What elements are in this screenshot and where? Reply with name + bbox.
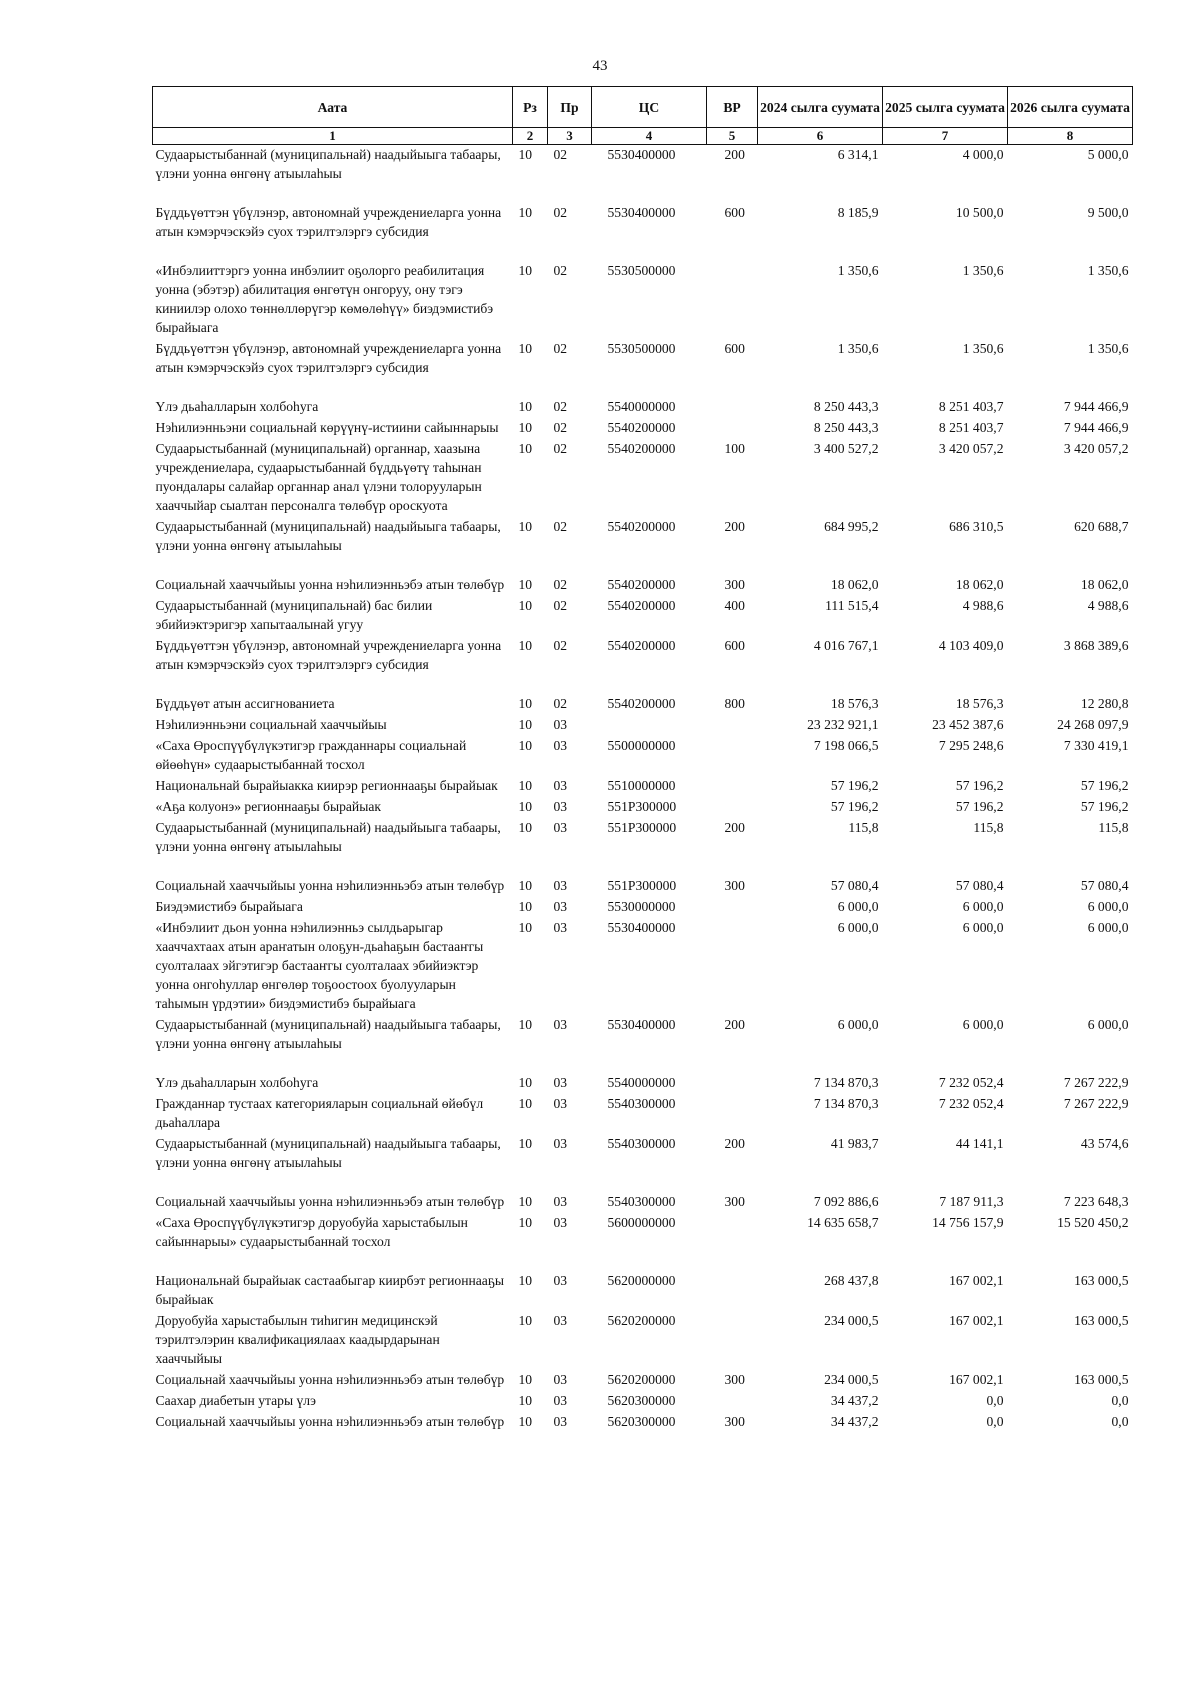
- row-amount-2026: 4 988,6: [1087, 598, 1129, 613]
- row-amount-2026: 7 944 466,9: [1063, 399, 1129, 414]
- row-cs: 5540200000: [607, 638, 676, 653]
- row-name: Судаарыстыбаннай (муниципальнай) наадыйыыга табаары, үлэни уонна өнгөнү атыылаһыы: [155, 1136, 501, 1170]
- row-name: Нэһилиэнньэни социальнай хааччыйыы: [155, 717, 387, 732]
- header-number: 5: [707, 128, 758, 145]
- row-amount-2026: 57 196,2: [1080, 778, 1129, 793]
- row-amount-2026: 163 000,5: [1074, 1273, 1129, 1288]
- row-amount-2025: 0,0: [986, 1393, 1004, 1408]
- row-rz: 10: [518, 1273, 533, 1288]
- row-amount-2026: 7 944 466,9: [1063, 420, 1129, 435]
- row-amount-2025: 686 310,5: [949, 519, 1004, 534]
- row-amount-2024: 115,8: [848, 820, 879, 835]
- row-amount-2024: 41 983,7: [830, 1136, 879, 1151]
- row-vr: [707, 776, 758, 797]
- table-row: [153, 596, 1133, 636]
- row-amount-2025: 8 251 403,7: [938, 420, 1004, 435]
- row-amount-2025: 6 000,0: [962, 1017, 1004, 1032]
- row-rz: 10: [518, 147, 533, 162]
- row-amount-2026: 6 000,0: [1087, 1017, 1129, 1032]
- row-vr: [707, 797, 758, 818]
- row-cs: 551P300000: [607, 820, 677, 835]
- row-amount-2025: 14 756 157,9: [932, 1215, 1004, 1230]
- page-number: 43: [592, 58, 608, 74]
- row-amount-2026: 15 520 450,2: [1057, 1215, 1129, 1230]
- row-name: Судаарыстыбаннай (муниципальнай) бас билии эбийиэктэригэр хапытаалынай угуу: [155, 598, 433, 632]
- header-2025: 2025 сылга суумата: [883, 87, 1008, 128]
- row-amount-2025: 23 452 387,6: [932, 717, 1004, 732]
- row-amount-2024: 268 437,8: [824, 1273, 879, 1288]
- row-name: Үлэ дьаһалларын холбоһуга: [155, 399, 319, 414]
- row-name: Бүддьүөттэн үбүлэнэр, автономнай учреждениеларга уонна атын кэмэрчэскэйэ суох тэрилтэлэргэ субсидия: [155, 341, 502, 375]
- row-amount-2025: 4 103 409,0: [938, 638, 1004, 653]
- table-row: [153, 776, 1133, 797]
- row-amount-2026: 3 420 057,2: [1063, 441, 1129, 456]
- row-name: Национальнай бырайыак састаабыгар киирбэт регионнааҕы бырайыак: [155, 1273, 504, 1307]
- table-row: [153, 1271, 1133, 1311]
- row-rz: 10: [518, 1393, 533, 1408]
- row-name: «Саха Өроспүүбүлүкэтигэр гражданнары социальнай өйөөһүн» судаарыстыбаннай тосхол: [155, 738, 467, 772]
- row-name: Судаарыстыбаннай (муниципальнай) органнар, хаазына учреждениелара, судаарыстыбаннай бүддьүөтү таһынан пуондалары салайар органнар анал үлэни толорууларын хааччыйар сыалтан персоналга төлөбүр ороскуота: [155, 441, 482, 513]
- row-pr: 03: [553, 717, 568, 732]
- row-vr: 600: [724, 341, 745, 356]
- row-rz: 10: [518, 441, 533, 456]
- row-name: Национальнай бырайыакка киирэр регионнааҕы бырайыак: [155, 778, 498, 793]
- row-cs: 5620000000: [607, 1273, 676, 1288]
- row-rz: 10: [518, 878, 533, 893]
- row-rz: 10: [518, 820, 533, 835]
- row-amount-2026: 12 280,8: [1080, 696, 1129, 711]
- row-amount-2025: 0,0: [986, 1414, 1004, 1429]
- row-name: Судаарыстыбаннай (муниципальнай) наадыйыыга табаары, үлэни уонна өнгөнү атыылаһыы: [155, 820, 501, 854]
- table-row: [153, 918, 1133, 1015]
- row-amount-2025: 57 080,4: [955, 878, 1004, 893]
- row-amount-2025: 115,8: [973, 820, 1004, 835]
- row-pr: 03: [553, 738, 568, 753]
- row-pr: 02: [553, 638, 568, 653]
- table-row: [153, 261, 1133, 339]
- row-amount-2025: 6 000,0: [962, 920, 1004, 935]
- row-pr: 03: [553, 1136, 568, 1151]
- row-cs: 5620200000: [607, 1313, 676, 1328]
- row-pr: 03: [553, 920, 568, 935]
- row-name: Саахар диабетын утары үлэ: [155, 1393, 316, 1408]
- row-amount-2025: 10 500,0: [955, 205, 1004, 220]
- table-row: [153, 575, 1133, 596]
- row-pr: 03: [553, 778, 568, 793]
- table-row: [153, 736, 1133, 776]
- row-amount-2026: 6 000,0: [1087, 899, 1129, 914]
- row-cs: 551P300000: [607, 799, 677, 814]
- row-vr: [707, 1094, 758, 1134]
- row-amount-2026: 163 000,5: [1074, 1372, 1129, 1387]
- header-2026: 2026 сылга суумата: [1008, 87, 1133, 128]
- budget-table: [152, 86, 1133, 1433]
- row-amount-2024: 7 198 066,5: [813, 738, 879, 753]
- row-rz: 10: [518, 1313, 533, 1328]
- header-number: 7: [883, 128, 1008, 145]
- row-amount-2026: 24 268 097,9: [1057, 717, 1129, 732]
- row-rz: 10: [518, 399, 533, 414]
- table-body: [153, 145, 1133, 1434]
- row-cs: 5540000000: [607, 1075, 676, 1090]
- row-vr: [707, 1311, 758, 1370]
- row-amount-2024: 8 250 443,3: [813, 399, 879, 414]
- row-vr: 600: [724, 205, 745, 220]
- table-row: [153, 876, 1133, 897]
- row-name: Бүддьүөттэн үбүлэнэр, автономнай учреждениеларга уонна атын кэмэрчэскэйэ суох тэрилтэлэргэ субсидия: [155, 205, 502, 239]
- row-name: Доруобуйа харыстабылын тиһигин медицинскэй тэрилтэлэрин квалификациялаах каадырдарынан хааччыйыы: [155, 1313, 440, 1366]
- row-vr: 300: [724, 1372, 745, 1387]
- header-number: 1: [153, 128, 513, 145]
- table-row: [153, 418, 1133, 439]
- row-amount-2025: 57 196,2: [955, 778, 1004, 793]
- table-row: [153, 1073, 1133, 1094]
- row-rz: 10: [518, 920, 533, 935]
- row-rz: 10: [518, 577, 533, 592]
- row-rz: 10: [518, 738, 533, 753]
- row-cs: [592, 715, 707, 736]
- table-row: [153, 797, 1133, 818]
- row-name: Социальнай хааччыйыы уонна нэһилиэнньэбэ атын төлөбүр: [155, 878, 505, 893]
- row-cs: 5540200000: [607, 519, 676, 534]
- row-amount-2025: 18 062,0: [955, 577, 1004, 592]
- row-amount-2026: 620 688,7: [1074, 519, 1129, 534]
- row-pr: 03: [553, 1215, 568, 1230]
- row-rz: 10: [518, 341, 533, 356]
- header-number: 8: [1008, 128, 1133, 145]
- row-rz: 10: [518, 1136, 533, 1151]
- table-row: [153, 1094, 1133, 1134]
- row-rz: 10: [518, 1096, 533, 1111]
- row-amount-2024: 1 350,6: [837, 341, 879, 356]
- row-cs: 5530500000: [607, 341, 676, 356]
- row-amount-2024: 34 437,2: [830, 1414, 879, 1429]
- row-amount-2026: 7 330 419,1: [1063, 738, 1129, 753]
- row-amount-2024: 6 000,0: [837, 899, 879, 914]
- table-row: [153, 694, 1133, 715]
- row-vr: 400: [724, 598, 745, 613]
- row-rz: 10: [518, 1372, 533, 1387]
- row-cs: 5540200000: [607, 420, 676, 435]
- row-amount-2024: 14 635 658,7: [807, 1215, 879, 1230]
- row-rz: 10: [518, 799, 533, 814]
- row-pr: 03: [553, 1194, 568, 1209]
- row-pr: 03: [553, 1075, 568, 1090]
- row-pr: 03: [553, 799, 568, 814]
- row-rz: 10: [518, 1414, 533, 1429]
- row-pr: 03: [553, 1313, 568, 1328]
- table-row: [153, 715, 1133, 736]
- row-vr: 600: [724, 638, 745, 653]
- table-row: [153, 203, 1133, 261]
- row-name: Социальнай хааччыйыы уонна нэһилиэнньэбэ атын төлөбүр: [155, 1194, 505, 1209]
- row-name: Биэдэмистибэ бырайыага: [155, 899, 303, 914]
- header-rz: Рз: [513, 87, 548, 128]
- header-number: 3: [548, 128, 592, 145]
- header-number: 6: [758, 128, 883, 145]
- row-cs: 5510000000: [607, 778, 676, 793]
- row-amount-2024: 6 000,0: [837, 1017, 879, 1032]
- row-vr: 200: [724, 1136, 745, 1151]
- row-pr: 03: [553, 1273, 568, 1288]
- row-vr: 200: [724, 147, 745, 162]
- header-number: 2: [513, 128, 548, 145]
- row-amount-2026: 1 350,6: [1087, 341, 1129, 356]
- row-name: «Инбэлииттэргэ уонна инбэлиит оҕолорго реабилитация уонна (эбэтэр) абилитация өнгөтүн онгоруу, ону тэгэ киниилэр олохо төннөллөрүгэр көмөлөһүү» биэдэмистибэ бырайыага: [155, 263, 494, 335]
- row-pr: 03: [553, 1414, 568, 1429]
- row-rz: 10: [518, 1215, 533, 1230]
- row-cs: 5540200000: [607, 598, 676, 613]
- row-vr: [707, 897, 758, 918]
- row-pr: 02: [553, 519, 568, 534]
- header-2024: 2024 сылга суумата: [758, 87, 883, 128]
- row-amount-2025: 4 988,6: [962, 598, 1004, 613]
- row-name: Бүддьүөттэн үбүлэнэр, автономнай учреждениеларга уонна атын кэмэрчэскэйэ суох тэрилтэлэргэ субсидия: [155, 638, 502, 672]
- row-amount-2025: 6 000,0: [962, 899, 1004, 914]
- row-amount-2024: 8 185,9: [837, 205, 879, 220]
- row-amount-2024: 57 196,2: [830, 778, 879, 793]
- row-name: Судаарыстыбаннай (муниципальнай) наадыйыыга табаары, үлэни уонна өнгөнү атыылаһыы: [155, 519, 501, 553]
- row-name: Социальнай хааччыйыы уонна нэһилиэнньэбэ атын төлөбүр: [155, 1372, 505, 1387]
- row-amount-2026: 7 223 648,3: [1063, 1194, 1129, 1209]
- row-name: Гражданнар тустаах категорияларын социальнай өйөбүл дьаһаллара: [155, 1096, 484, 1130]
- row-amount-2024: 57 080,4: [830, 878, 879, 893]
- row-amount-2024: 234 000,5: [824, 1372, 879, 1387]
- table-row: [153, 1391, 1133, 1412]
- row-name: Үлэ дьаһалларын холбоһуга: [155, 1075, 319, 1090]
- table-row: [153, 1213, 1133, 1271]
- row-vr: [707, 1391, 758, 1412]
- row-name: «Аҕа колуонэ» регионнааҕы бырайыак: [155, 799, 381, 814]
- row-name: «Инбэлиит дьон уонна нэһилиэнньэ сылдьарыгар хааччахтаах атын араҥатын олоҕун-дьаһаҕын бастааҥгы суолталаах эйгэтигэр бастааҥгы суолталаах эбийиэктэр уонна онгоһуллар өнгөлөр тоҕоостоох буолууларын таһымын үрдэтии» биэдэмистибэ бырайыага: [155, 920, 484, 1011]
- row-rz: 10: [518, 1075, 533, 1090]
- table-row: [153, 439, 1133, 517]
- table-row: [153, 636, 1133, 694]
- row-amount-2025: 8 251 403,7: [938, 399, 1004, 414]
- row-amount-2024: 111 515,4: [825, 598, 879, 613]
- row-amount-2026: 163 000,5: [1074, 1313, 1129, 1328]
- row-rz: 10: [518, 598, 533, 613]
- row-pr: 03: [553, 1372, 568, 1387]
- table-row: [153, 1134, 1133, 1192]
- row-amount-2026: 3 868 389,6: [1063, 638, 1129, 653]
- row-amount-2026: 0,0: [1111, 1414, 1129, 1429]
- row-cs: 5540200000: [607, 577, 676, 592]
- row-rz: 10: [518, 696, 533, 711]
- row-name: Судаарыстыбаннай (муниципальнай) наадыйыыга табаары, үлэни уонна өнгөнү атыылаһыы: [155, 1017, 501, 1051]
- row-vr: 300: [724, 878, 745, 893]
- table-row: [153, 1311, 1133, 1370]
- row-pr: 02: [553, 147, 568, 162]
- table-row: [153, 339, 1133, 397]
- row-rz: 10: [518, 263, 533, 278]
- row-amount-2025: 4 000,0: [962, 147, 1004, 162]
- row-rz: 10: [518, 717, 533, 732]
- row-amount-2026: 43 574,6: [1080, 1136, 1129, 1151]
- row-pr: 02: [553, 441, 568, 456]
- row-cs: 5540300000: [607, 1194, 676, 1209]
- row-cs: 5530500000: [607, 263, 676, 278]
- header-number: 4: [592, 128, 707, 145]
- row-cs: 5540200000: [607, 696, 676, 711]
- row-pr: 02: [553, 341, 568, 356]
- row-rz: 10: [518, 778, 533, 793]
- row-rz: 10: [518, 519, 533, 534]
- row-vr: [707, 918, 758, 1015]
- row-vr: [707, 418, 758, 439]
- row-amount-2025: 7 232 052,4: [938, 1096, 1004, 1111]
- row-amount-2026: 18 062,0: [1080, 577, 1129, 592]
- row-amount-2025: 167 002,1: [949, 1273, 1004, 1288]
- row-pr: 03: [553, 1096, 568, 1111]
- row-pr: 02: [553, 696, 568, 711]
- table-row: [153, 1192, 1133, 1213]
- row-name: Судаарыстыбаннай (муниципальнай) наадыйыыга табаары, үлэни уонна өнгөнү атыылаһыы: [155, 147, 501, 181]
- row-vr: [707, 1271, 758, 1311]
- header-cs: ЦС: [592, 87, 707, 128]
- row-pr: 02: [553, 263, 568, 278]
- row-amount-2024: 1 350,6: [837, 263, 879, 278]
- table-row: [153, 897, 1133, 918]
- row-amount-2024: 6 000,0: [837, 920, 879, 935]
- row-pr: 02: [553, 577, 568, 592]
- row-amount-2024: 7 092 886,6: [813, 1194, 879, 1209]
- row-vr: [707, 261, 758, 339]
- row-vr: 300: [724, 1414, 745, 1429]
- header-vr: ВР: [707, 87, 758, 128]
- row-amount-2026: 5 000,0: [1087, 147, 1129, 162]
- row-vr: 200: [724, 519, 745, 534]
- row-rz: 10: [518, 1017, 533, 1032]
- row-cs: 5530000000: [607, 899, 676, 914]
- row-vr: [707, 397, 758, 418]
- row-cs: 5600000000: [607, 1215, 676, 1230]
- row-amount-2025: 167 002,1: [949, 1313, 1004, 1328]
- row-amount-2024: 7 134 870,3: [813, 1096, 879, 1111]
- row-amount-2024: 4 016 767,1: [813, 638, 879, 653]
- row-pr: 03: [553, 899, 568, 914]
- row-rz: 10: [518, 638, 533, 653]
- row-amount-2026: 6 000,0: [1087, 920, 1129, 935]
- row-vr: 100: [724, 441, 745, 456]
- table-row: [153, 1015, 1133, 1073]
- row-vr: [707, 1073, 758, 1094]
- row-rz: 10: [518, 420, 533, 435]
- row-amount-2026: 57 196,2: [1080, 799, 1129, 814]
- row-pr: 02: [553, 399, 568, 414]
- row-cs: 5530400000: [607, 205, 676, 220]
- row-amount-2024: 34 437,2: [830, 1393, 879, 1408]
- row-pr: 03: [553, 1393, 568, 1408]
- row-cs: 5540000000: [607, 399, 676, 414]
- row-amount-2025: 44 141,1: [955, 1136, 1004, 1151]
- row-pr: 03: [553, 1017, 568, 1032]
- row-amount-2024: 234 000,5: [824, 1313, 879, 1328]
- row-pr: 02: [553, 598, 568, 613]
- row-cs: 5530400000: [607, 1017, 676, 1032]
- row-vr: [707, 1213, 758, 1271]
- row-amount-2024: 8 250 443,3: [813, 420, 879, 435]
- row-amount-2025: 57 196,2: [955, 799, 1004, 814]
- row-vr: [707, 736, 758, 776]
- row-amount-2025: 18 576,3: [955, 696, 1004, 711]
- row-vr: 200: [724, 1017, 745, 1032]
- row-cs: 5530400000: [607, 920, 676, 935]
- row-name: «Саха Өроспүүбүлүкэтигэр доруобуйа харыстабылын сайыннарыы» судаарыстыбаннай тосхол: [155, 1215, 468, 1249]
- header-pr: Пр: [548, 87, 592, 128]
- table-header: [153, 87, 1133, 145]
- row-name: Бүддьүөт атын ассигнованиета: [155, 696, 335, 711]
- row-amount-2025: 1 350,6: [962, 341, 1004, 356]
- row-rz: 10: [518, 899, 533, 914]
- row-cs: 5500000000: [607, 738, 676, 753]
- row-amount-2024: 57 196,2: [830, 799, 879, 814]
- row-cs: 5530400000: [607, 147, 676, 162]
- row-vr: 300: [724, 577, 745, 592]
- row-amount-2025: 7 187 911,3: [939, 1194, 1004, 1209]
- row-pr: 03: [553, 820, 568, 835]
- row-amount-2024: 3 400 527,2: [813, 441, 879, 456]
- table-row: [153, 1412, 1133, 1433]
- row-pr: 03: [553, 878, 568, 893]
- row-rz: 10: [518, 205, 533, 220]
- row-name: Социальнай хааччыйыы уонна нэһилиэнньэбэ атын төлөбүр: [155, 1414, 505, 1429]
- row-cs: 5540300000: [607, 1096, 676, 1111]
- row-name: Нэһилиэнньэни социальнай көрүүнү-истиини сайыннарыы: [155, 420, 499, 435]
- header-name: Аата: [153, 87, 513, 128]
- row-rz: 10: [518, 1194, 533, 1209]
- row-cs: 5540200000: [607, 441, 676, 456]
- row-amount-2026: 0,0: [1111, 1393, 1129, 1408]
- row-amount-2025: 167 002,1: [949, 1372, 1004, 1387]
- row-vr: 800: [724, 696, 745, 711]
- row-cs: 5620300000: [607, 1393, 676, 1408]
- row-amount-2025: 3 420 057,2: [938, 441, 1004, 456]
- row-pr: 02: [553, 205, 568, 220]
- row-amount-2024: 7 134 870,3: [813, 1075, 879, 1090]
- row-amount-2026: 7 267 222,9: [1063, 1075, 1129, 1090]
- row-amount-2024: 6 314,1: [837, 147, 879, 162]
- row-pr: 02: [553, 420, 568, 435]
- row-cs: 5620300000: [607, 1414, 676, 1429]
- table-row: [153, 517, 1133, 575]
- row-vr: [707, 715, 758, 736]
- table-row: [153, 397, 1133, 418]
- row-cs: 551P300000: [607, 878, 677, 893]
- row-amount-2025: 1 350,6: [962, 263, 1004, 278]
- row-amount-2024: 23 232 921,1: [807, 717, 879, 732]
- row-amount-2026: 1 350,6: [1087, 263, 1129, 278]
- row-amount-2024: 684 995,2: [824, 519, 879, 534]
- table-row: [153, 145, 1133, 204]
- row-vr: 300: [724, 1194, 745, 1209]
- row-cs: 5620200000: [607, 1372, 676, 1387]
- table-row: [153, 818, 1133, 876]
- row-vr: 200: [724, 820, 745, 835]
- row-name: Социальнай хааччыйыы уонна нэһилиэнньэбэ атын төлөбүр: [155, 577, 505, 592]
- row-amount-2026: 7 267 222,9: [1063, 1096, 1129, 1111]
- row-amount-2026: 57 080,4: [1080, 878, 1129, 893]
- row-amount-2024: 18 576,3: [830, 696, 879, 711]
- row-amount-2024: 18 062,0: [830, 577, 879, 592]
- row-amount-2025: 7 232 052,4: [938, 1075, 1004, 1090]
- row-amount-2026: 115,8: [1098, 820, 1129, 835]
- row-cs: 5540300000: [607, 1136, 676, 1151]
- row-amount-2026: 9 500,0: [1087, 205, 1129, 220]
- row-amount-2025: 7 295 248,6: [938, 738, 1004, 753]
- table-row: [153, 1370, 1133, 1391]
